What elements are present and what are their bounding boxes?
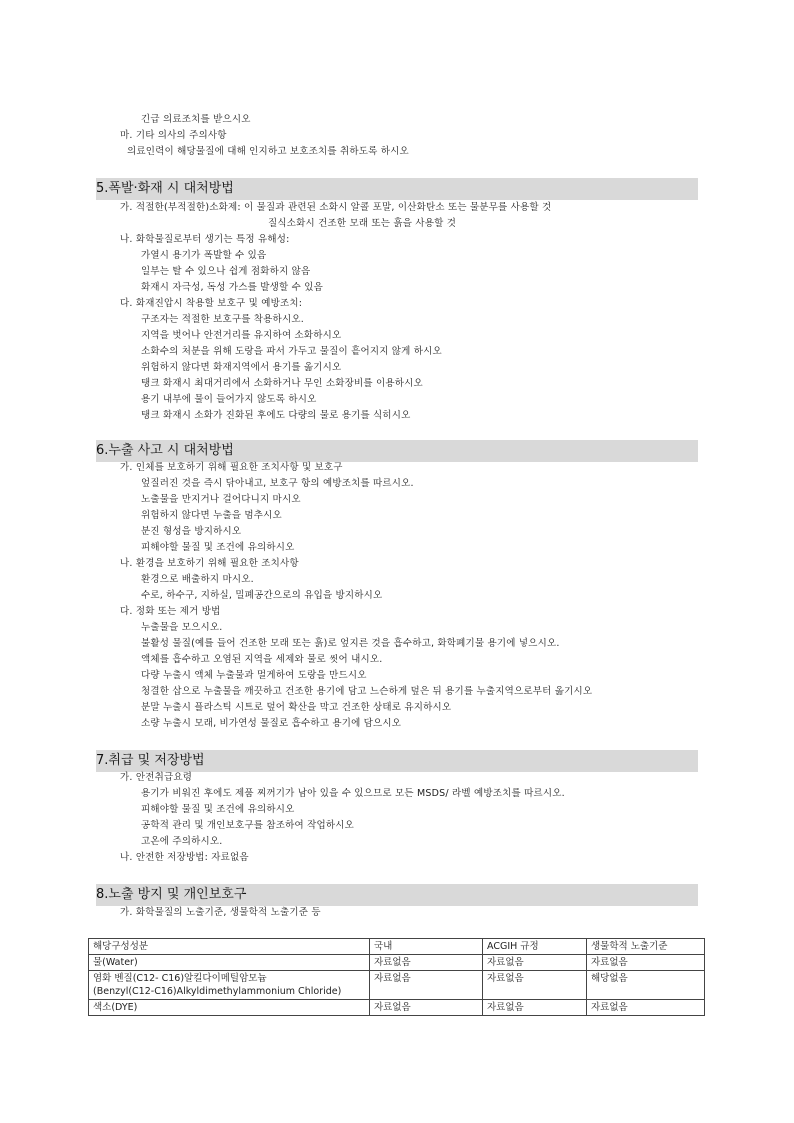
table-cell: 자료없음 xyxy=(370,1000,483,1016)
list-item: 탱크 화재시 소화가 진화된 후에도 다량의 물로 용기를 식히시오 xyxy=(141,410,411,421)
list-item: 구조자는 적절한 보호구를 착용하시오. xyxy=(141,314,304,325)
section-heading: 7.취급 및 저장방법 xyxy=(96,750,698,772)
section-heading: 8.노출 방지 및 개인보호구 xyxy=(96,884,698,906)
table-cell: 자료없음 xyxy=(483,971,587,1000)
table-cell: 자료없음 xyxy=(587,1000,705,1016)
table-header-cell: 생물학적 노출기준 xyxy=(587,939,705,955)
text-line: 가. 적절한(부적절한)소화제: 이 물질과 관련된 소화시 알콜 포말, 이산화탄소 또는 물분무를 사용할 것 xyxy=(120,202,552,213)
table-cell: 자료없음 xyxy=(483,955,587,971)
section-heading: 6.누출 사고 시 대처방법 xyxy=(96,440,698,462)
table-header-cell: 국내 xyxy=(370,939,483,955)
list-item: 불활성 물질(예를 들어 건조한 모래 또는 흙)로 엎지른 것을 흡수하고, 화학폐기물 용기에 넣으시오. xyxy=(141,638,560,649)
list-item: 액체를 흡수하고 오염된 지역을 세제와 물로 씻어 내시오. xyxy=(141,654,383,665)
list-item: 엎질러진 것을 즉시 닦아내고, 보호구 항의 예방조치를 따르시오. xyxy=(141,478,414,489)
list-item: 용기가 비워진 후에도 제품 찌꺼기가 남아 있을 수 있으므로 모든 MSDS/ 라벨 예방조치를 따르시오. xyxy=(141,788,565,799)
list-item: 피해야할 물질 및 조건에 유의하시오 xyxy=(141,542,295,553)
table-row xyxy=(89,1000,705,1016)
list-item: 소화수의 처분을 위해 도랑을 파서 가두고 물질이 흩어지지 않게 하시오 xyxy=(141,346,442,357)
component-name-ko: 염화 벤질(C12- C16)알킬다이메틸암모늄 xyxy=(93,973,267,984)
text-line: 가. 인체를 보호하기 위해 필요한 조치사항 및 보호구 xyxy=(120,462,343,473)
list-item: 소량 누출시 모래, 비가연성 물질로 흡수하고 용기에 담으시오 xyxy=(141,718,402,729)
list-item: 분진 형성을 방지하시오 xyxy=(141,526,242,537)
text-line: 나. 안전한 저장방법: 자료없음 xyxy=(120,852,249,863)
table-cell: 자료없음 xyxy=(370,955,483,971)
exposure-table xyxy=(88,938,705,1016)
table-cell: 자료없음 xyxy=(483,1000,587,1016)
table-header-cell: 해당구성성분 xyxy=(89,939,370,955)
text-line: 다. 정화 또는 제거 방법 xyxy=(120,606,221,617)
table-cell: 자료없음 xyxy=(587,955,705,971)
text-line: 나. 환경을 보호하기 위해 필요한 조치사항 xyxy=(120,558,299,569)
section-heading: 5.폭발·화재 시 대처방법 xyxy=(96,178,698,200)
list-item: 환경으로 배출하지 마시오. xyxy=(141,574,254,585)
text-line: 나. 화학물질로부터 생기는 특정 유해성: xyxy=(120,234,290,245)
list-item: 다량 누출시 액체 누출물과 멀게하여 도랑을 만드시오 xyxy=(141,670,367,681)
table-cell: 물(Water) xyxy=(89,955,370,971)
table-row xyxy=(89,971,705,1000)
text-line: 다. 화재진압시 착용할 보호구 및 예방조치: xyxy=(120,298,303,309)
text-line: 질식소화시 건조한 모래 또는 흙을 사용할 것 xyxy=(268,218,457,229)
list-item: 공학적 관리 및 개인보호구를 참조하여 작업하시오 xyxy=(141,820,355,831)
table-header-cell: ACGIH 규정 xyxy=(483,939,587,955)
list-item: 지역을 벗어나 안전거리를 유지하여 소화하시오 xyxy=(141,330,342,341)
list-item: 고온에 주의하시오. xyxy=(141,836,223,847)
list-item: 용기 내부에 물이 들어가지 않도록 하시오 xyxy=(141,394,317,405)
list-item: 가열시 용기가 폭발할 수 있음 xyxy=(141,250,267,261)
list-item: 일부는 탈 수 있으나 쉽게 점화하지 않음 xyxy=(141,266,311,277)
text-line: 마. 기타 의사의 주의사항 xyxy=(120,130,227,141)
table-cell: 색소(DYE) xyxy=(89,1000,370,1016)
text-line: 가. 안전취급요령 xyxy=(120,772,193,783)
table-cell: 해당없음 xyxy=(587,971,705,1000)
text-line: 가. 화학물질의 노출기준, 생물학적 노출기준 등 xyxy=(120,907,321,918)
list-item: 누출물을 모으시오. xyxy=(141,622,223,633)
list-item: 수로, 하수구, 지하실, 밀폐공간으로의 유입을 방지하시오 xyxy=(141,590,383,601)
list-item: 위험하지 않다면 누출을 멈추시오 xyxy=(141,510,282,521)
list-item: 화재시 자극성, 독성 가스를 발생할 수 있음 xyxy=(141,282,323,293)
list-item: 분말 누출시 플라스틱 시트로 덮어 확산을 막고 건조한 상태로 유지하시오 xyxy=(141,702,452,713)
list-item: 위험하지 않다면 화재지역에서 용기를 옮기시오 xyxy=(141,362,342,373)
list-item: 탱크 화재시 최대거리에서 소화하거나 무인 소화장비를 이용하시오 xyxy=(141,378,423,389)
table-header-row xyxy=(89,939,705,955)
table-cell xyxy=(89,971,370,1000)
text-line: 의료인력이 해당물질에 대해 인지하고 보호조치를 취하도록 하시오 xyxy=(127,146,409,157)
table-row xyxy=(89,955,705,971)
table-cell: 자료없음 xyxy=(370,971,483,1000)
list-item: 노출물을 만지거나 걸어다니지 마시오 xyxy=(141,494,301,505)
component-name-en: (Benzyl(C12-C16)Alkyldimethylammonium Chloride) xyxy=(93,986,342,997)
list-item: 피해야할 물질 및 조건에 유의하시오 xyxy=(141,804,295,815)
text-line: 긴급 의료조치를 받으시오 xyxy=(141,114,251,125)
list-item: 청결한 삽으로 누출물을 깨끗하고 건조한 용기에 담고 느슨하게 덮은 뒤 용기를 누출지역으로부터 옮기시오 xyxy=(141,686,593,697)
